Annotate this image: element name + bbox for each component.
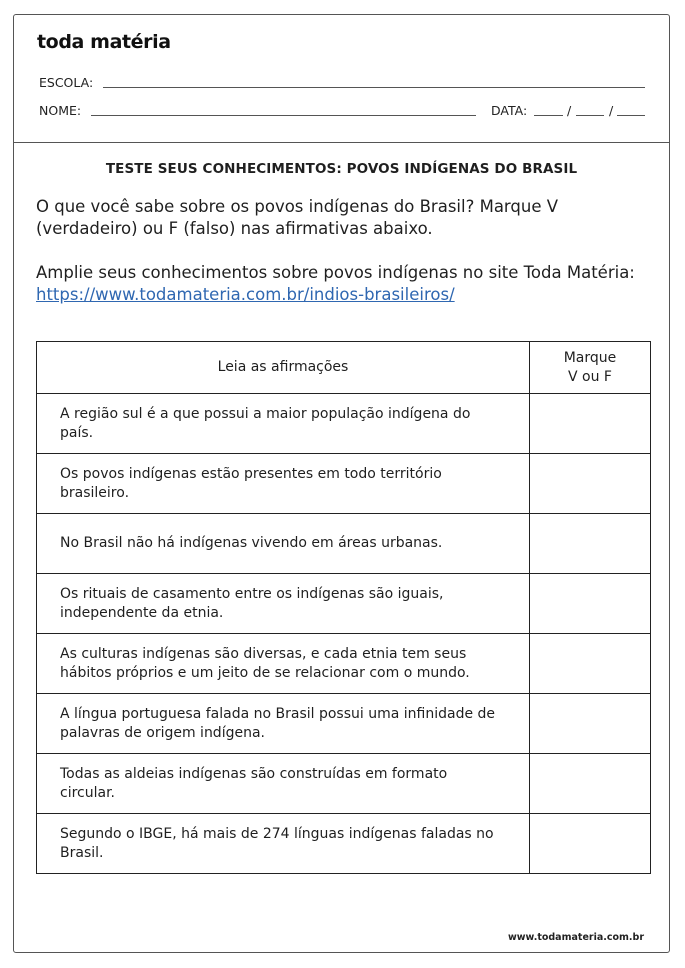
logo: toda matéria <box>37 31 171 53</box>
name-label: NOME: <box>39 103 82 118</box>
name-field[interactable] <box>91 115 476 116</box>
date-year-field[interactable] <box>617 115 645 116</box>
intro-more-info <box>36 262 656 306</box>
statement-cell: A região sul é a que possui a maior população indígena do país. <box>37 394 530 454</box>
table-row <box>37 454 651 514</box>
worksheet-title: TESTE SEUS CONHECIMENTOS: POVOS INDÍGENAS DO BRASIL <box>105 161 578 177</box>
answer-cell[interactable] <box>530 454 651 514</box>
more-info-text: Amplie seus conhecimentos sobre povos indígenas no site Toda Matéria: <box>36 263 635 282</box>
statement-cell: Os rituais de casamento entre os indígenas são iguais, independente da etnia. <box>37 574 530 634</box>
table-row <box>37 394 651 454</box>
header-divider <box>13 142 670 143</box>
answer-cell[interactable] <box>530 634 651 694</box>
answer-cell[interactable] <box>530 394 651 454</box>
table-row <box>37 694 651 754</box>
statements-table <box>36 341 651 874</box>
site-link[interactable]: https://www.todamateria.com.br/indios-brasileiros/ <box>36 285 455 304</box>
answer-cell[interactable] <box>530 574 651 634</box>
column-header-statements: Leia as afirmações <box>37 342 530 394</box>
answer-cell[interactable] <box>530 754 651 814</box>
date-separator: / <box>609 103 614 118</box>
answer-cell[interactable] <box>530 514 651 574</box>
date-day-field[interactable] <box>534 115 563 116</box>
school-field[interactable] <box>103 87 645 88</box>
statement-cell: Os povos indígenas estão presentes em todo território brasileiro. <box>37 454 530 514</box>
answer-cell[interactable] <box>530 694 651 754</box>
table-header-row <box>37 342 651 394</box>
answer-cell[interactable] <box>530 814 651 874</box>
date-month-field[interactable] <box>576 115 604 116</box>
table-row <box>37 754 651 814</box>
column-header-mark-line2: V ou F <box>568 368 612 385</box>
date-separator: / <box>567 103 572 118</box>
intro-question: O que você sabe sobre os povos indígenas do Brasil? Marque V (verdadeiro) ou F (falso) nas afirmativas abaixo. <box>36 197 559 238</box>
statement-cell: As culturas indígenas são diversas, e cada etnia tem seus hábitos próprios e um jeito de se relacionar com o mundo. <box>37 634 530 694</box>
statement-cell: A língua portuguesa falada no Brasil possui uma infinidade de palavras de origem indígena. <box>37 694 530 754</box>
table-row <box>37 514 651 574</box>
statement-cell: Todas as aldeias indígenas são construídas em formato circular. <box>37 754 530 814</box>
statement-cell: No Brasil não há indígenas vivendo em áreas urbanas. <box>37 514 530 574</box>
column-header-mark-line1: Marque <box>563 349 617 366</box>
table-row <box>37 574 651 634</box>
column-header-mark <box>530 342 651 394</box>
table-row <box>37 814 651 874</box>
school-label: ESCOLA: <box>39 75 94 90</box>
statement-cell: Segundo o IBGE, há mais de 274 línguas indígenas faladas no Brasil. <box>37 814 530 874</box>
date-label: DATA: <box>491 103 528 118</box>
table-row <box>37 634 651 694</box>
footer-site: www.todamateria.com.br <box>507 932 644 943</box>
